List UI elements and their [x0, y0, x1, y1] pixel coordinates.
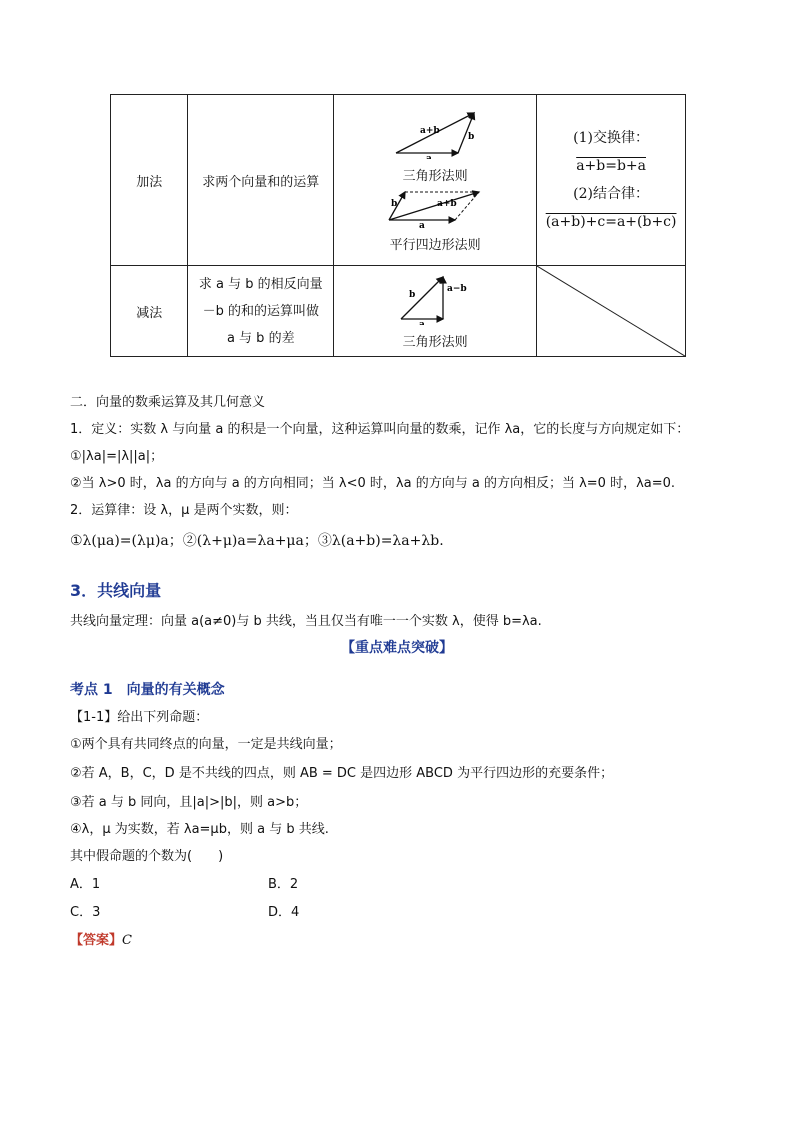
subtraction-def-line3: a 与 b 的差 [226, 330, 295, 346]
subtraction-triangle-label: 三角形法则 [402, 334, 468, 350]
triangle-rule-label: 三角形法则 [402, 169, 468, 184]
answer-value: C [122, 933, 132, 948]
sub-label-a: a [419, 319, 425, 325]
addition-diagrams [334, 95, 537, 266]
associative-title: (2)结合律： [573, 186, 650, 202]
subtraction-definition [188, 266, 334, 357]
subtraction-triangle-diagram [395, 273, 475, 325]
triangle-rule-diagram [390, 107, 480, 159]
diagram-label-b: b [468, 132, 475, 142]
section2-laws-intro: 2．运算律：设 λ，μ 是两个实数，则： [70, 503, 298, 518]
option-b: B．2 [268, 877, 299, 892]
parallelogram-rule-diagram [385, 188, 485, 228]
associative-formula: (a+b)+c=a+(b+c) [545, 214, 677, 230]
addition-laws [537, 95, 686, 266]
diagonal-line [537, 266, 685, 356]
section3-theorem: 共线向量定理：向量 a(a≠0)与 b 共线，当且仅当有唯一一个实数 λ，使得 b=λa. [70, 614, 542, 629]
kaodian-title: 考点 1 向量的有关概念 [70, 682, 225, 698]
diagram-label-a-plus-b: a+b [420, 126, 440, 136]
section2-laws: ①λ(μa)=(λμ)a；②(λ+μ)a=λa+μa；③λ(a+b)=λa+λb. [70, 533, 444, 549]
section2-rule1: ①|λa|=|λ||a|； [70, 449, 164, 464]
proposition-3: ③若 a 与 b 同向，且|a|>|b|，则 a>b； [70, 795, 308, 810]
key-points-heading: 【重点难点突破】 [341, 640, 453, 656]
subtraction-name: 减法 [111, 266, 188, 357]
proposition-1: ①两个具有共同终点的向量，一定是共线向量； [70, 737, 342, 752]
sub-label-b: b [409, 289, 416, 300]
proposition-2: ②若 A，B，C，D 是不共线的四点，则 AB = DC 是四边形 ABCD 为平行四边形的充要条件； [70, 766, 614, 781]
option-d: D．4 [268, 905, 300, 920]
proposition-4: ④λ，μ 为实数，若 λa=μb，则 a 与 b 共线. [70, 822, 329, 837]
parallelogram-rule-label: 平行四边形法则 [389, 238, 481, 253]
answer-tag: 【答案】 [70, 933, 123, 948]
diagram-label-a: a [426, 154, 432, 159]
addition-definition: 求两个向量和的运算 [188, 95, 334, 266]
commutative-title: (1)交换律： [573, 130, 650, 146]
addition-name: 加法 [111, 95, 188, 266]
vector-operations-table [110, 94, 686, 357]
sub-label-a-minus-b: a−b [447, 283, 467, 294]
section2-title: 二．向量的数乘运算及其几何意义 [70, 395, 266, 410]
section2-definition: 1．定义：实数 λ 与向量 a 的积是一个向量，这种运算叫向量的数乘，记作 λa，它的长度与方向规定如下： [70, 422, 690, 437]
subtraction-def-line2: －b 的和的运算叫做 [202, 303, 319, 319]
option-c: C．3 [70, 905, 101, 920]
pg-label-a: a [419, 221, 425, 228]
subtraction-def-line1: 求 a 与 b 的相反向量 [198, 276, 323, 292]
commutative-formula: a+b=b+a [576, 158, 646, 174]
section3-title: 3．共线向量 [70, 581, 162, 600]
question-ask: 其中假命题的个数为( ) [70, 849, 224, 864]
pg-label-b: b [391, 199, 398, 209]
empty-diagonal-cell [537, 266, 686, 357]
section2-rule2: ②当 λ>0 时，λa 的方向与 a 的方向相同；当 λ<0 时，λa 的方向与 a 的方向相反；当 λ=0 时，λa=0. [70, 476, 676, 491]
pg-label-a-plus-b: a+b [437, 199, 457, 209]
question-tag: 【1-1】给出下列命题： [70, 710, 209, 725]
answer-line [70, 929, 132, 948]
option-a: A．1 [70, 877, 101, 892]
subtraction-diagram-cell [334, 266, 537, 357]
